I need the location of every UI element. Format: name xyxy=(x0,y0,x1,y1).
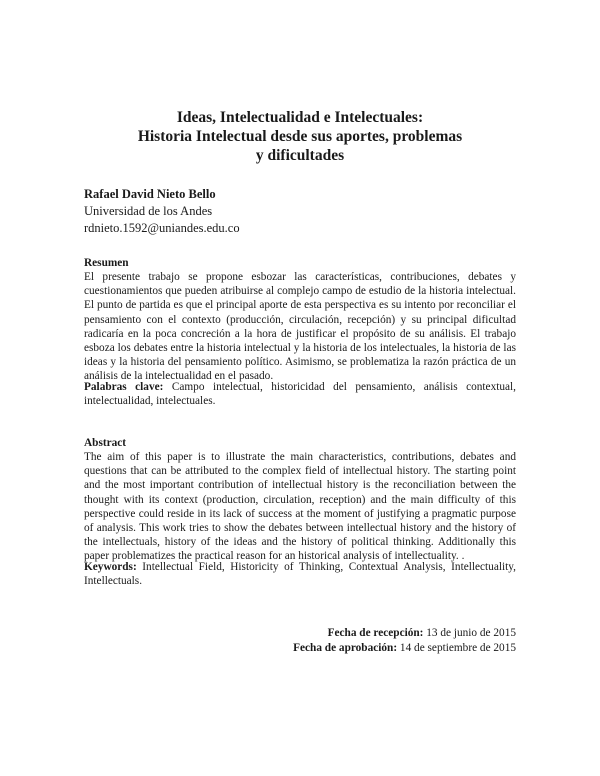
approved-label: Fecha de aprobación: xyxy=(293,641,398,654)
dates-block xyxy=(293,626,516,655)
resumen-heading: Resumen xyxy=(84,257,129,269)
title-line-1: Ideas, Intelectualidad e Intelectuales: xyxy=(176,109,424,126)
author-email: rdnieto.1592@uniandes.edu.co xyxy=(84,221,240,235)
title-line-2: Historia Intelectual desde sus aportes, problemas xyxy=(137,128,463,145)
resumen-section xyxy=(84,256,516,384)
received-date-line xyxy=(293,626,516,641)
resumen-body: El presente trabajo se propone esbozar las características, contribuciones, debates y cuestionamientos que pueden atribuirse al complejo campo de estudio de la historia intelectual. El punto de partida es que el principal aporte de esta perspectiva es su intento por reconciliar el pensamiento con el contexto (producción, circulación, recepción) y su principal dificultad radicaría en la poca concreción a la hora de justificar el propósito de su análisis. El trabajo esboza los debates entre la historia intelectual y la historia de los intelectuales, la historia de las ideas y la historia del pensamiento político. Asimismo, se problematiza la razón práctica de un análisis de la intelectualidad en el pasado. xyxy=(84,271,516,383)
approved-value: 14 de septiembre de 2015 xyxy=(399,641,516,654)
palabras-clave-label: Palabras clave: xyxy=(84,381,164,393)
received-label: Fecha de recepción: xyxy=(327,627,424,639)
palabras-clave-text: Campo intelectual, historicidad del pensamiento, análisis contextual, intelectualidad, intelectuales. xyxy=(84,381,516,408)
keywords-text: Intellectual Field, Historicity of Thinking, Contextual Analysis, Intellectuality, Intellectuals. xyxy=(84,561,516,588)
title-line-3: y dificultades xyxy=(255,147,345,164)
keywords-section xyxy=(84,560,516,588)
author-name: Rafael David Nieto Bello xyxy=(84,187,216,201)
approved-date-line xyxy=(293,641,516,656)
abstract-section xyxy=(84,436,516,564)
abstract-heading: Abstract xyxy=(84,437,127,449)
author-affiliation: Universidad de los Andes xyxy=(84,204,213,218)
palabras-clave-section xyxy=(84,380,516,408)
received-value: 13 de junio de 2015 xyxy=(426,627,516,639)
paper-title xyxy=(84,108,516,165)
keywords-label: Keywords: xyxy=(84,561,137,573)
abstract-body: The aim of this paper is to illustrate the main characteristics, contributions, debates and questions that can be attributed to the complex field of intellectual history. The starting point and the most important contribution of intellectual history is the reconciliation between the thought with its context (production, circulation, reception) and the main difficulty of this perspective could reside in its lack of success at the moment of justifying a pragmatic purpose of analysis. This work tries to show the debates between intellectual history and the history of the intellectuals, history of the ideas and the history of political thinking. Additionally this paper problematizes the practical reason for an historical analysis of intellectuality. . xyxy=(84,451,516,563)
author-block xyxy=(84,186,516,237)
